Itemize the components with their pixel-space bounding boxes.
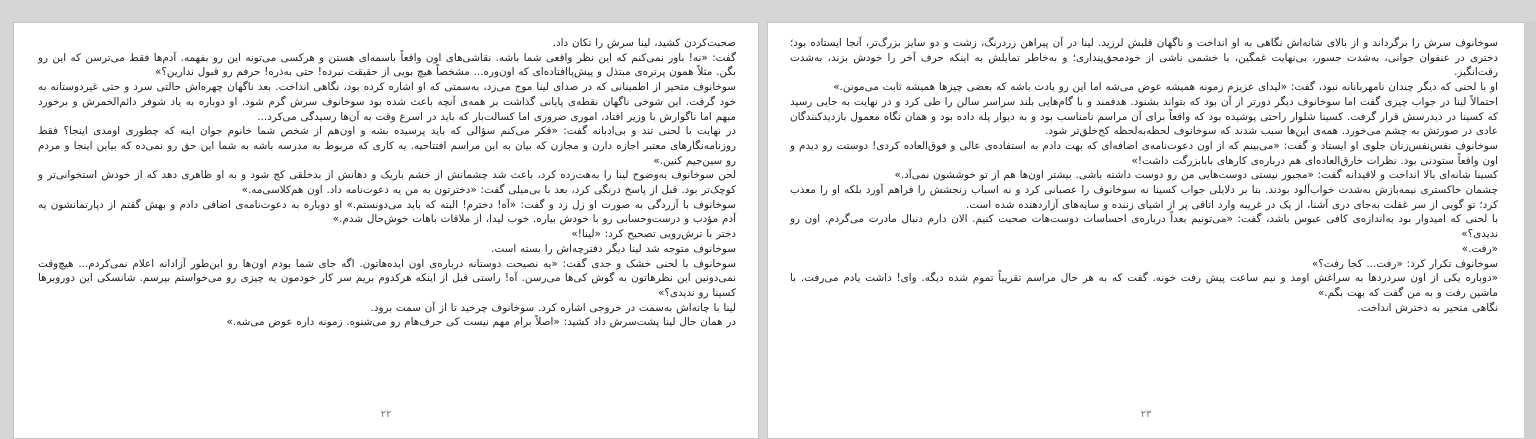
paragraph: سوخانوف نفس‌نفس‌زنان جلوی او ایستاد و گفت: «می‌بینم که از اون دعوت‌نامه‌ی اضافه‌ای که بهت دادم به استفاده‌ی عالی و فوق‌العاده کردی! دوستت رو دیدم و اون واقعاً ستودنی بود. نظرات خارق‌العاده‌ای هم درباره‌ی کارهای بابابزرگت داشت!» <box>790 139 1498 167</box>
paragraph: او با لحنی که دیگر چندان نامهربانانه نبود، گفت: «لیدای عزیزم زمونه همیشه عوض می‌شه اما این رو یادت باشه که بعضی چیزها همیشه ثابت می‌مونن.» <box>833 81 1498 94</box>
paragraph: دختر با ترش‌رویی تصحیح کرد: «لینا!» <box>571 228 736 241</box>
left-book-page <box>13 22 759 439</box>
paragraph: لینا با چانه‌اش به‌سمت در خروجی اشاره کرد. سوخانوف چرخید تا از آن سمت برود. <box>370 301 736 314</box>
paragraph: گفت: «نه! باور نمی‌کنم که این نظر واقعی شما باشه. نقاشی‌های اون واقعاً باسمه‌ای هستن و هرکسی می‌تونه این رو بفهمه. آدم‌ها فقط می‌ترسن که این رو بگن. مثلاً همون پرتره‌ی مبتذل و پیش‌پاافتاده‌ای که اون‌وره... مشخصاً هیچ بویی از حقیقت نبرده! حتی به‌ذره! حرفم رو قبول ندارین؟» <box>38 51 736 79</box>
paragraph: با لحنی که امیدوار بود به‌اندازه‌ی کافی عبوس باشد، گفت: «می‌تونیم بعداً درباره‌ی احساسات دوست‌هات صحبت کنیم. الان دارم دنبال مادرت می‌گردم. اون رو ندیدی؟» <box>790 213 1498 241</box>
paragraph: لحن سوخانوف به‌وضوح لینا را به‌هت‌زده کرد، باعث شد چشمانش از خشم باریک و دهانش از بدخلقی کج شود و به او ظاهری دهد که از خودش استخوانی‌تر و کوچک‌تر بود. قبل از پاسخ درنگی کرد، بعد با بی‌میلی گفت: «دخترتون به من یه دعوت‌نامه داد. اون هم‌کلاسی‌مه.» <box>38 169 736 197</box>
paragraph: در همان حال لینا پشت‌سرش داد کشید: «اصلاً برام مهم نیست کی حرف‌هام رو می‌شنوه. زمونه داره عوض می‌شه.» <box>226 316 736 329</box>
paragraph: سوخانوف متحیر از اطمینانی که در صدای لینا موج می‌زد، به‌سمتی که او اشاره کرده بود، نگاهی انداخت. بعد ناگهان چهره‌اش حالتی سرد و حتی غیردوستانه به خود گرفت. این شوخی ناگهان نقطه‌ی پایانی گذاشت بر همه‌ی آنچه باعث شده بود سوخانوف سرش گرم شود. او دوباره به یاد شوفر دائم‌الخمرش و برخورد مبهم اما ناگوارش با وزیر افتاد، اموری ضروری اما کسالت‌بار که باید در اسرع وقت به آن‌ها رسیدگی می‌کرد... <box>38 81 736 123</box>
paragraph: در نهایت با لحنی تند و بی‌ادبانه گفت: «فکر می‌کنم سؤالی که باید پرسیده بشه و اون‌هم از شخص شما خانوم جوان اینه که چطوری اومدی اینجا؟ فقط روزنامه‌نگارهای معتبر اجازه دارن و مجازن که بیان به این مراسم افتتاحیه. یه کاری که مربوط به مدرسه باشه به شما این حق رو نمی‌ده که بیاین اینجا و مردم رو سین‌جیم کنین.» <box>38 125 736 167</box>
right-page-text <box>790 36 1498 315</box>
paragraph: «دوباره یکی از اون سردردها به سراغش اومد و نیم ساعت پیش رفت خونه. گفت که به هر حال مراسم تقریباً تموم شده دیگه. وای! داشت یادم می‌رفت. با ماشین رفت و به من گفت که بهت بگم.» <box>790 272 1498 299</box>
paragraph: سوخانوف متوجه شد لینا دیگر دفترچه‌اش را بسته است. <box>491 242 736 255</box>
paragraph: سوخانوف سرش را برگرداند و از بالای شانه‌اش نگاهی به او انداخت و ناگهان قلبش لرزید. لینا در آن پیراهن زردرنگ، زشت و دو سایز بزرگ‌تر، آنجا ایستاده بود؛ دختری در عنفوان جوانی، به‌شدت جسور، بی‌نهایت غمگین، با خشمی ناشی از خودمحق‌پنداری؛ و به‌خاطر تمایلش به اینکه حرف آخر را خودش بزند، به‌شدت رقت‌انگیز. <box>790 37 1498 79</box>
left-page-text <box>38 36 736 330</box>
paragraph: نگاهی متحیر به دخترش انداخت. <box>1357 301 1498 314</box>
page-number: ۲۲ <box>380 409 392 420</box>
paragraph: چشمان خاکستری نیمه‌بازش به‌شدت خواب‌آلود بودند. بنا بر دلایلی جواب کسینا نه سوخانوف را عصبانی کرد و نه اسباب رنجشش را فراهم آورد بلکه او را معذب کرد؛ تو گویی از سر غفلت به‌جای دری آشنا، از یک در غریبه وارد اتاقی پر از اشیای زننده و سایه‌های آزاردهنده شده است. <box>790 184 1498 211</box>
viewer-scrollbar[interactable] <box>1524 22 1536 439</box>
paragraph: سوخانوف تکرار کرد: «رفت... کجا رفت؟» <box>1311 257 1498 270</box>
paragraph: صحبت‌کردن کشید، لینا سرش را تکان داد. <box>552 37 736 49</box>
paragraph: سوخانوف با لحنی خشک و جدی گفت: «یه نصیحت دوستانه درباره‌ی اون ایده‌هاتون. اگه جای شما بودم اون‌ها رو این‌طور آزادانه اعلام نمی‌کردم... هیچ‌وقت نمی‌دونین این نظرهاتون به گوش کی‌ها می‌رسن. آه! راستی قبل از اینکه هرکدوم بریم سر کار خودمون یه چیزی رو می‌خواستم بپرسم. شانسکی این دوروبرها کسینا رو ندیدی؟» <box>38 257 736 299</box>
paragraph: «رفت.» <box>1461 242 1498 255</box>
paragraph: احتمالاً لینا در جواب چیزی گفت اما سوخانوف دیگر دورتر از آن بود که بتواند بشنود. هدفمند و با گام‌هایی بلند سراسر سالن را طی کرد و در نهایت به جایی رسید که کسینا در دیدرسش قرار گرفت. کسینا شلوار راحتی پوشیده بود که واقعاً برای آن مراسم نامناسب بود و به دیوار پله داده بود و همان نگاه معمول بازدیدکنندگان عادی در صورتش به چشم می‌خورد. همه‌ی این‌ها سبب شدند که سوخانوف لحظه‌به‌لحظه کج‌خلق‌تر شود. <box>790 95 1498 138</box>
paragraph: سوخانوف با آزردگی به صورت او زل زد و گفت: «آه! دخترم! البته که باید می‌دونستم.» او دوباره به دعوت‌نامه‌ی اضافی دادم و بهش گفتم از دپارتمانشون یه آدم مؤدب و درست‌وحسابی رو با خودش بیاره. خوب لیدا، از ملاقات باهات خوش‌حال شدم.» <box>38 198 736 226</box>
page-number: ۲۳ <box>1140 409 1152 420</box>
paragraph: کسینا شانه‌ای بالا انداخت و لاقیدانه گفت: «مجبور نیستی دوست‌هایی من رو دوست داشته باشی. بیشتر اون‌ها هم از تو خوششون نمی‌آد.» <box>894 169 1498 182</box>
right-book-page <box>767 22 1525 439</box>
